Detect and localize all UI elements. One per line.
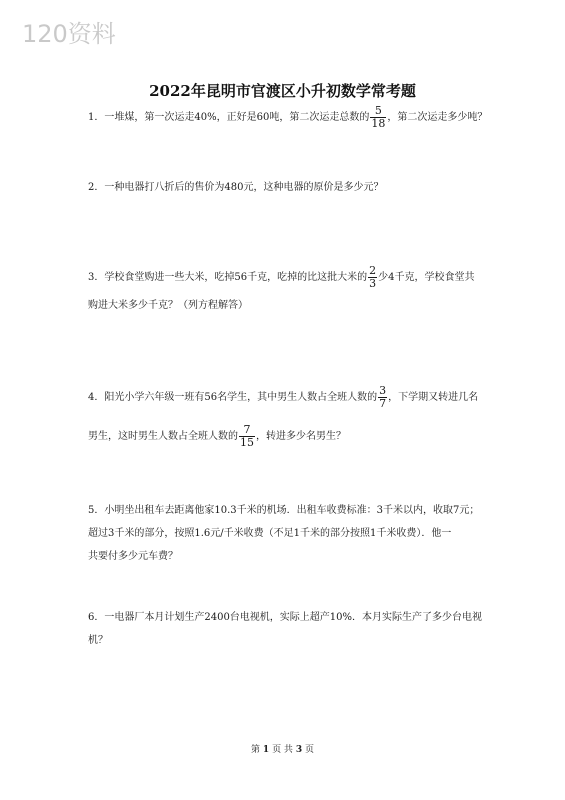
q5-text-b: 超过3千米的部分，按照1.6元/千米收费（不足1千米的部分按照1千米收费）．他一 [88, 528, 452, 539]
q3-numerator: 2 [369, 264, 377, 277]
q4-text-d: ，转进多少名男生？ [256, 431, 346, 442]
q4-text-a: 4．阳光小学六年级一班有56名学生，其中男生人数占全班人数的 [88, 392, 378, 403]
q3-text-b: 少4千克，学校食堂共 [378, 272, 475, 283]
q6-text-a: 6．一电器厂本月计划生产2400台电视机，实际上超产10%．本月实际生产了多少台电视 [88, 612, 483, 623]
q6-text-b: 机？ [88, 635, 108, 646]
q1-numerator: 5 [370, 105, 386, 118]
question-1 [88, 104, 488, 130]
question-2 [88, 176, 483, 199]
question-6 [88, 606, 483, 652]
footer-total-pages: 3 [295, 745, 303, 755]
q4-text-c: 男生，这时男生人数占全班人数的 [88, 431, 238, 442]
q1-fraction [370, 105, 386, 130]
q3-text-a: 3．学校食堂购进一些大米，吃掉56千克，吃掉的比这批大米的 [88, 272, 368, 283]
q4-numerator-2: 7 [239, 424, 255, 437]
q1-text-b: ，第二次运走多少吨？ [387, 112, 488, 123]
q3-denominator: 3 [369, 277, 377, 290]
question-5 [88, 499, 483, 568]
page-title: 2022年昆明市官渡区小升初数学常考题 [149, 82, 416, 100]
q4-denominator-1: 7 [379, 397, 387, 410]
q5-text-a: 5．小明坐出租车去距离他家10.3千米的机场．出租车收费标准：3千米以内，收取7元； [88, 505, 480, 516]
footer-middle: 页 共 [272, 745, 293, 755]
q3-fraction [368, 265, 377, 290]
q4-denominator-2: 15 [240, 436, 254, 449]
q1-text-a: 1．一堆煤，第一次运走40%，正好是60吨，第二次运走总数的 [88, 112, 370, 123]
q4-fraction-2 [239, 424, 255, 449]
question-3 [88, 265, 483, 317]
footer-prefix: 第 [251, 745, 261, 755]
watermark-logo: 120资料 [22, 20, 116, 48]
q4-numerator-1: 3 [379, 384, 387, 397]
footer-page-number: 1 [262, 745, 270, 755]
page-footer [0, 742, 565, 755]
q5-text-c: 共要付多少元车费？ [88, 551, 178, 562]
q3-text-c: 购进大米多少千克？（列方程解答） [88, 300, 248, 311]
q1-denominator: 18 [371, 117, 386, 130]
q2-text: 2．一种电器打八折后的售价为480元，这种电器的原价是多少元？ [88, 182, 384, 193]
q4-fraction-1 [378, 385, 387, 410]
footer-suffix: 页 [304, 745, 314, 755]
q4-text-b: ，下学期又转进几名 [388, 392, 479, 403]
question-4 [88, 385, 483, 449]
